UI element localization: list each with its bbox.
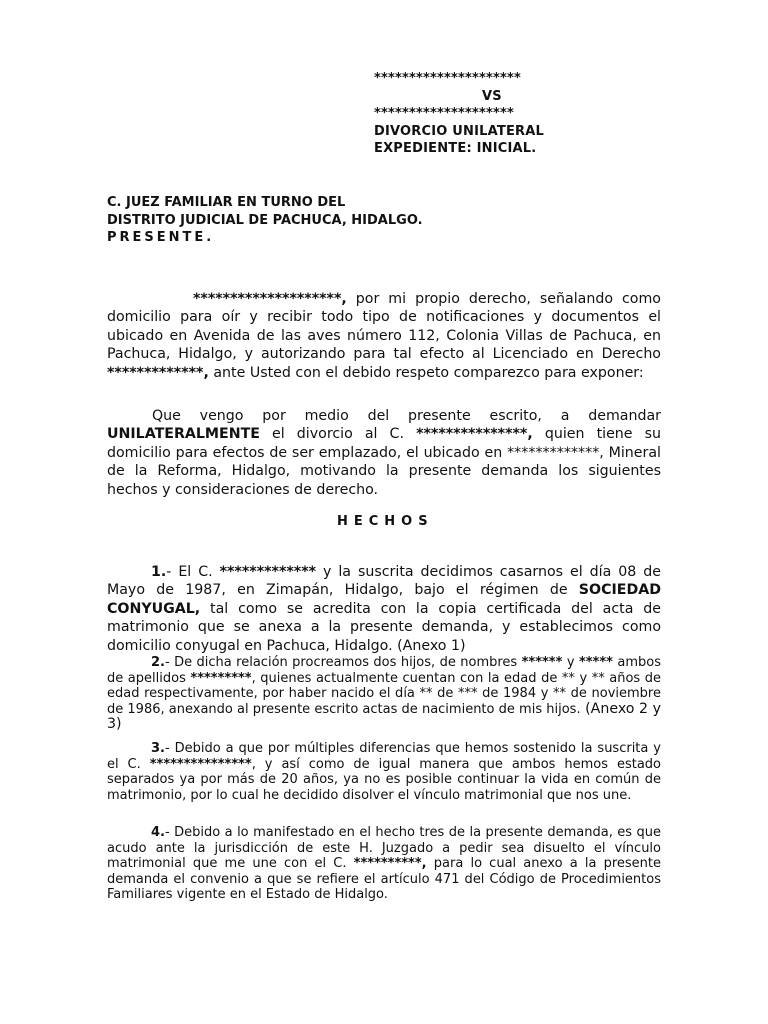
hecho-1: 1.- El C. ************* y la suscrita decidimos casarnos el día 08 de Mayo de 1987, en Zimapán, Hidalgo, bajo el régimen de SOCIEDAD CONYUGAL, tal como se acredita con la copia certificada del acta de matrimonio que se anexa a la presente demanda, y establecimos como domicilio conyugal en Pachuca, Hidalgo. (Anexo 1): [107, 564, 661, 654]
hecho-number: 3.: [151, 741, 165, 756]
addressee-district: DISTRITO JUDICIAL DE PACHUCA, HIDALGO.: [107, 212, 423, 228]
intro-paragraph: ********************, por mi propio derecho, señalando como domicilio para oír y recibir todo tipo de notificaciones y documentos el ubicado en Avenida de las aves número 112, Colonia Villas de Pachuca, en Pachuca, Hidalgo, y autorizando para tal efecto al Licenciado en Derecho *************, ante Usted con el debido respeto comparezco para exponer:: [107, 291, 661, 381]
hecho-3: 3.- Debido a que por múltiples diferencias que hemos sostenido la suscrita y el C. ***************, y así como de igual manera que ambos hemos estado separados ya por más de 20 años, ya no es posible continuar la vida en común de matrimonio, por lo cual he decidido disolver el vínculo matrimonial que nos une.: [107, 741, 662, 803]
hecho-2: 2.- De dicha relación procreamos dos hijos, de nombres ****** y ***** ambos de apellidos *********, quienes actualmente cuentan con la edad de ** y ** años de edad respectivamente, por haber nacido el día ** de *** de 1984 y ** de noviembre de 1986, anexando al presente escrito actas de nacimiento de mis hijos. (Anexo 2 y 3): [107, 655, 662, 733]
case-type: DIVORCIO UNILATERAL: [374, 123, 544, 139]
addressee-presente: PRESENTE.: [107, 230, 215, 245]
unilateral-emphasis: UNILATERALMENTE: [107, 426, 260, 443]
lawyer-name: *************,: [107, 364, 209, 381]
case-header: [374, 70, 544, 158]
plaintiff-name: ********************,: [193, 291, 347, 307]
case-file: EXPEDIENTE: INICIAL.: [374, 141, 537, 156]
versus-label: VS: [482, 88, 502, 104]
addressee-judge: C. JUEZ FAMILIAR EN TURNO DEL: [107, 195, 346, 210]
demand-paragraph: Que vengo por medio del presente escrito, a demandar UNILATERALMENTE el divorcio al C. ***************, quien tiene su domicilio para efectos de ser emplazado, el ubicado en *************, Mineral de la Reforma, Hidalgo, motivando la presente demanda los siguientes hechos y consideraciones de derecho.: [107, 408, 661, 498]
hecho-number: 4.: [151, 825, 165, 840]
hecho-number: 2.: [151, 655, 165, 670]
hechos-heading: HECHOS: [337, 514, 434, 529]
addressee-block: [107, 194, 423, 247]
hecho-4: 4.- Debido a lo manifestado en el hecho tres de la presente demanda, es que acudo ante la jurisdicción de este H. Juzgado a pedir sea disuelto el vínculo matrimonial que me une con el C. **********, para lo cual anexo a la presente demanda el convenio a que se refiere el artículo 471 del Código de Procedimientos Familiares vigente en el Estado de Hidalgo.: [107, 825, 661, 903]
hecho-number: 1.: [151, 564, 167, 580]
defendant-name: ***************,: [416, 426, 533, 443]
plaintiff-line: *********************: [374, 71, 521, 86]
defendant-line: ********************: [374, 106, 514, 121]
